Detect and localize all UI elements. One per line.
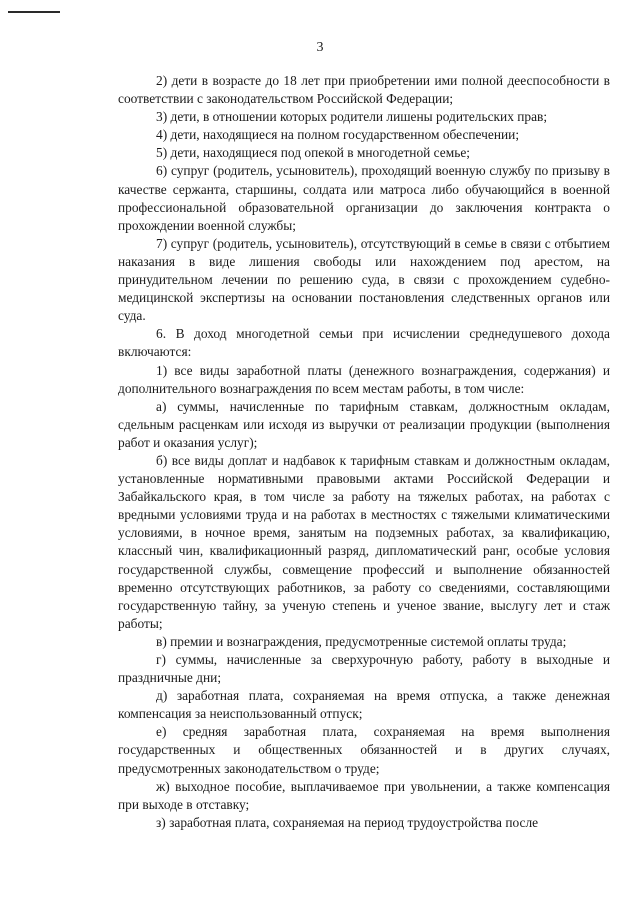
paragraph-item-4: 4) дети, находящиеся на полном государственном обеспечении;: [156, 127, 520, 143]
header-rule: [8, 11, 60, 13]
paragraph-item-5: 5) дети, находящиеся под опекой в многодетной семье;: [156, 145, 470, 161]
paragraph-item-2: 2) дети в возрасте до 18 лет при приобретении ими полной дееспособности в соответствии с законодательством Российской Федерации;: [118, 73, 610, 107]
paragraph-sub-1: 1) все виды заработной платы (денежного вознаграждения, содержания) и дополнительного вознаграждения по всем местам работы, в том числе:: [118, 362, 610, 396]
paragraph-sub-d: д) заработная плата, сохраняемая на время отпуска, а также денежная компенсация за неиспользованный отпуск;: [118, 688, 610, 722]
paragraph-sub-g: г) суммы, начисленные за сверхурочную работу, работу в выходные и праздничные дни;: [118, 652, 610, 686]
paragraph-sub-z: з) заработная плата, сохраняемая на период трудоустройства после: [156, 814, 539, 830]
paragraph-sub-v: в) премии и вознаграждения, предусмотренные системой оплаты труда;: [156, 633, 567, 649]
paragraph-sub-e: е) средняя заработная плата, сохраняемая на время выполнения государственных и общественных обязанностей и в других случаях, предусмотренных законодательством о труде;: [118, 724, 610, 776]
paragraph-sub-a: а) суммы, начисленные по тарифным ставкам, должностным окладам, сдельным расценкам или исходя из выручки от реализации продукции (выполнения работ и оказания услуг);: [118, 398, 610, 450]
page-number: 3: [316, 40, 324, 55]
document-body: [118, 72, 610, 832]
paragraph-item-7: 7) супруг (родитель, усыновитель), отсутствующий в семье в связи с отбытием наказания в виде лишения свободы или нахождением под арестом, на принудительном лечении по решению суда, в связи с прохождением судебно-медицинской экспертизы на основании постановления следственных органов или суда.: [118, 235, 610, 324]
paragraph-section-6: 6. В доход многодетной семьи при исчислении среднедушевого дохода включаются:: [118, 326, 610, 360]
paragraph-item-3: 3) дети, в отношении которых родители лишены родительских прав;: [156, 109, 548, 125]
paragraph-item-6: 6) супруг (родитель, усыновитель), проходящий военную службу по призыву в качестве сержанта, старшины, солдата или матроса либо обучающийся в военной профессиональной образовательной организации до заключения контракта о прохождении военной службы;: [118, 163, 610, 233]
paragraph-sub-zh: ж) выходное пособие, выплачиваемое при увольнении, а также компенсация при выходе в отставку;: [118, 778, 610, 812]
paragraph-sub-b: б) все виды доплат и надбавок к тарифным ставкам и должностным окладам, установленные нормативными правовыми актами Российской Федерации и Забайкальского края, в том числе за работу на тяжелых работах, на работах с вредными условиями труда и на работах в местностях с тяжелыми климатическими условиями, в ночное время, занятым на подземных работах, за квалификацию, классный чин, квалификационный разряд, дипломатический ранг, особые условия государственной службы, совмещение профессий и выполнение обязанностей временно отсутствующих работников, за работу со сведениями, составляющими государственную тайну, за ученую степень и ученое звание, выслугу лет и стаж работы;: [118, 452, 610, 631]
